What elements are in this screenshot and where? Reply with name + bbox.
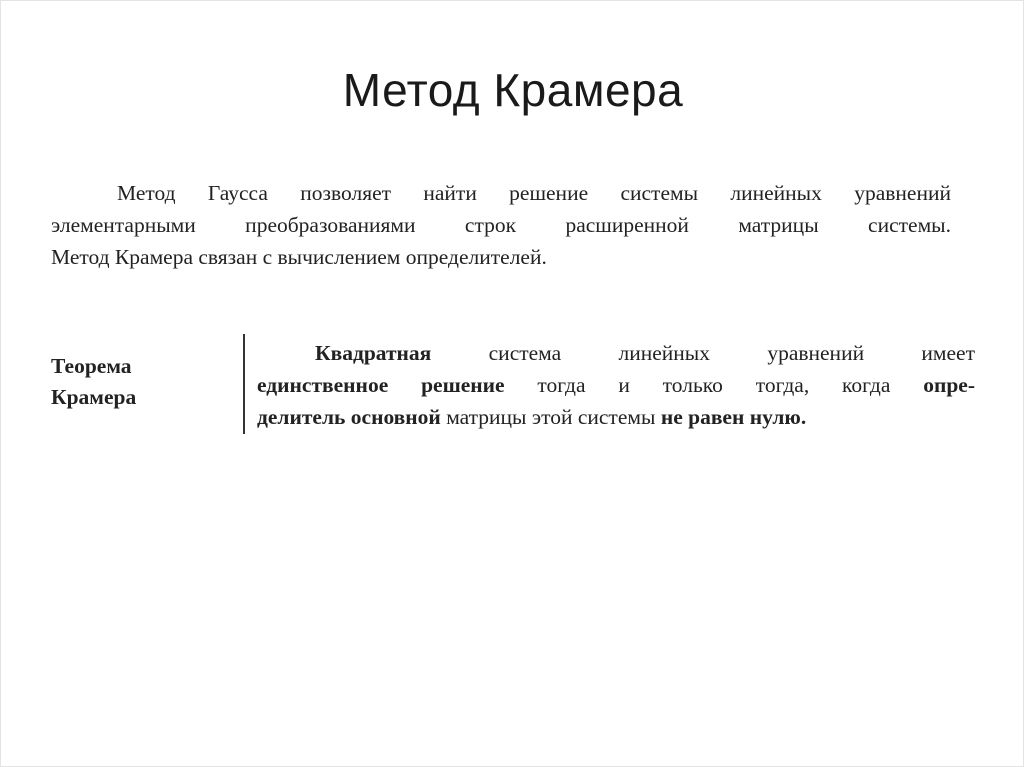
theorem-statement — [257, 337, 975, 433]
theorem-label-line: Крамера — [51, 385, 137, 409]
theorem-text: матрицы этой системы — [440, 405, 661, 429]
theorem-text: тогда и только тогда, когда — [504, 373, 924, 397]
theorem-line — [257, 337, 975, 369]
theorem-emphasis: делитель основной — [257, 405, 441, 429]
intro-paragraph — [51, 177, 951, 273]
slide-title: Метод Крамера — [342, 64, 684, 116]
theorem-line — [257, 401, 975, 433]
theorem-label-line: Теорема — [51, 354, 132, 378]
intro-line: элементарными преобразованиями строк расширенной матрицы системы. — [51, 213, 951, 237]
intro-line: Метод Крамера связан с вычислением определителей. — [51, 245, 547, 269]
theorem-emphasis: опре- — [923, 373, 975, 397]
theorem-label — [51, 351, 221, 413]
theorem-divider — [243, 334, 245, 434]
intro-line: Метод Гаусса позволяет найти решение системы линейных уравнений — [117, 181, 951, 205]
theorem-emphasis: не равен нулю. — [660, 405, 807, 429]
theorem-emphasis: Квадратная — [315, 341, 432, 365]
theorem-line — [257, 369, 975, 401]
theorem-text: система линейных уравнений имеет — [431, 341, 975, 365]
theorem-emphasis: единственное решение — [257, 373, 505, 397]
